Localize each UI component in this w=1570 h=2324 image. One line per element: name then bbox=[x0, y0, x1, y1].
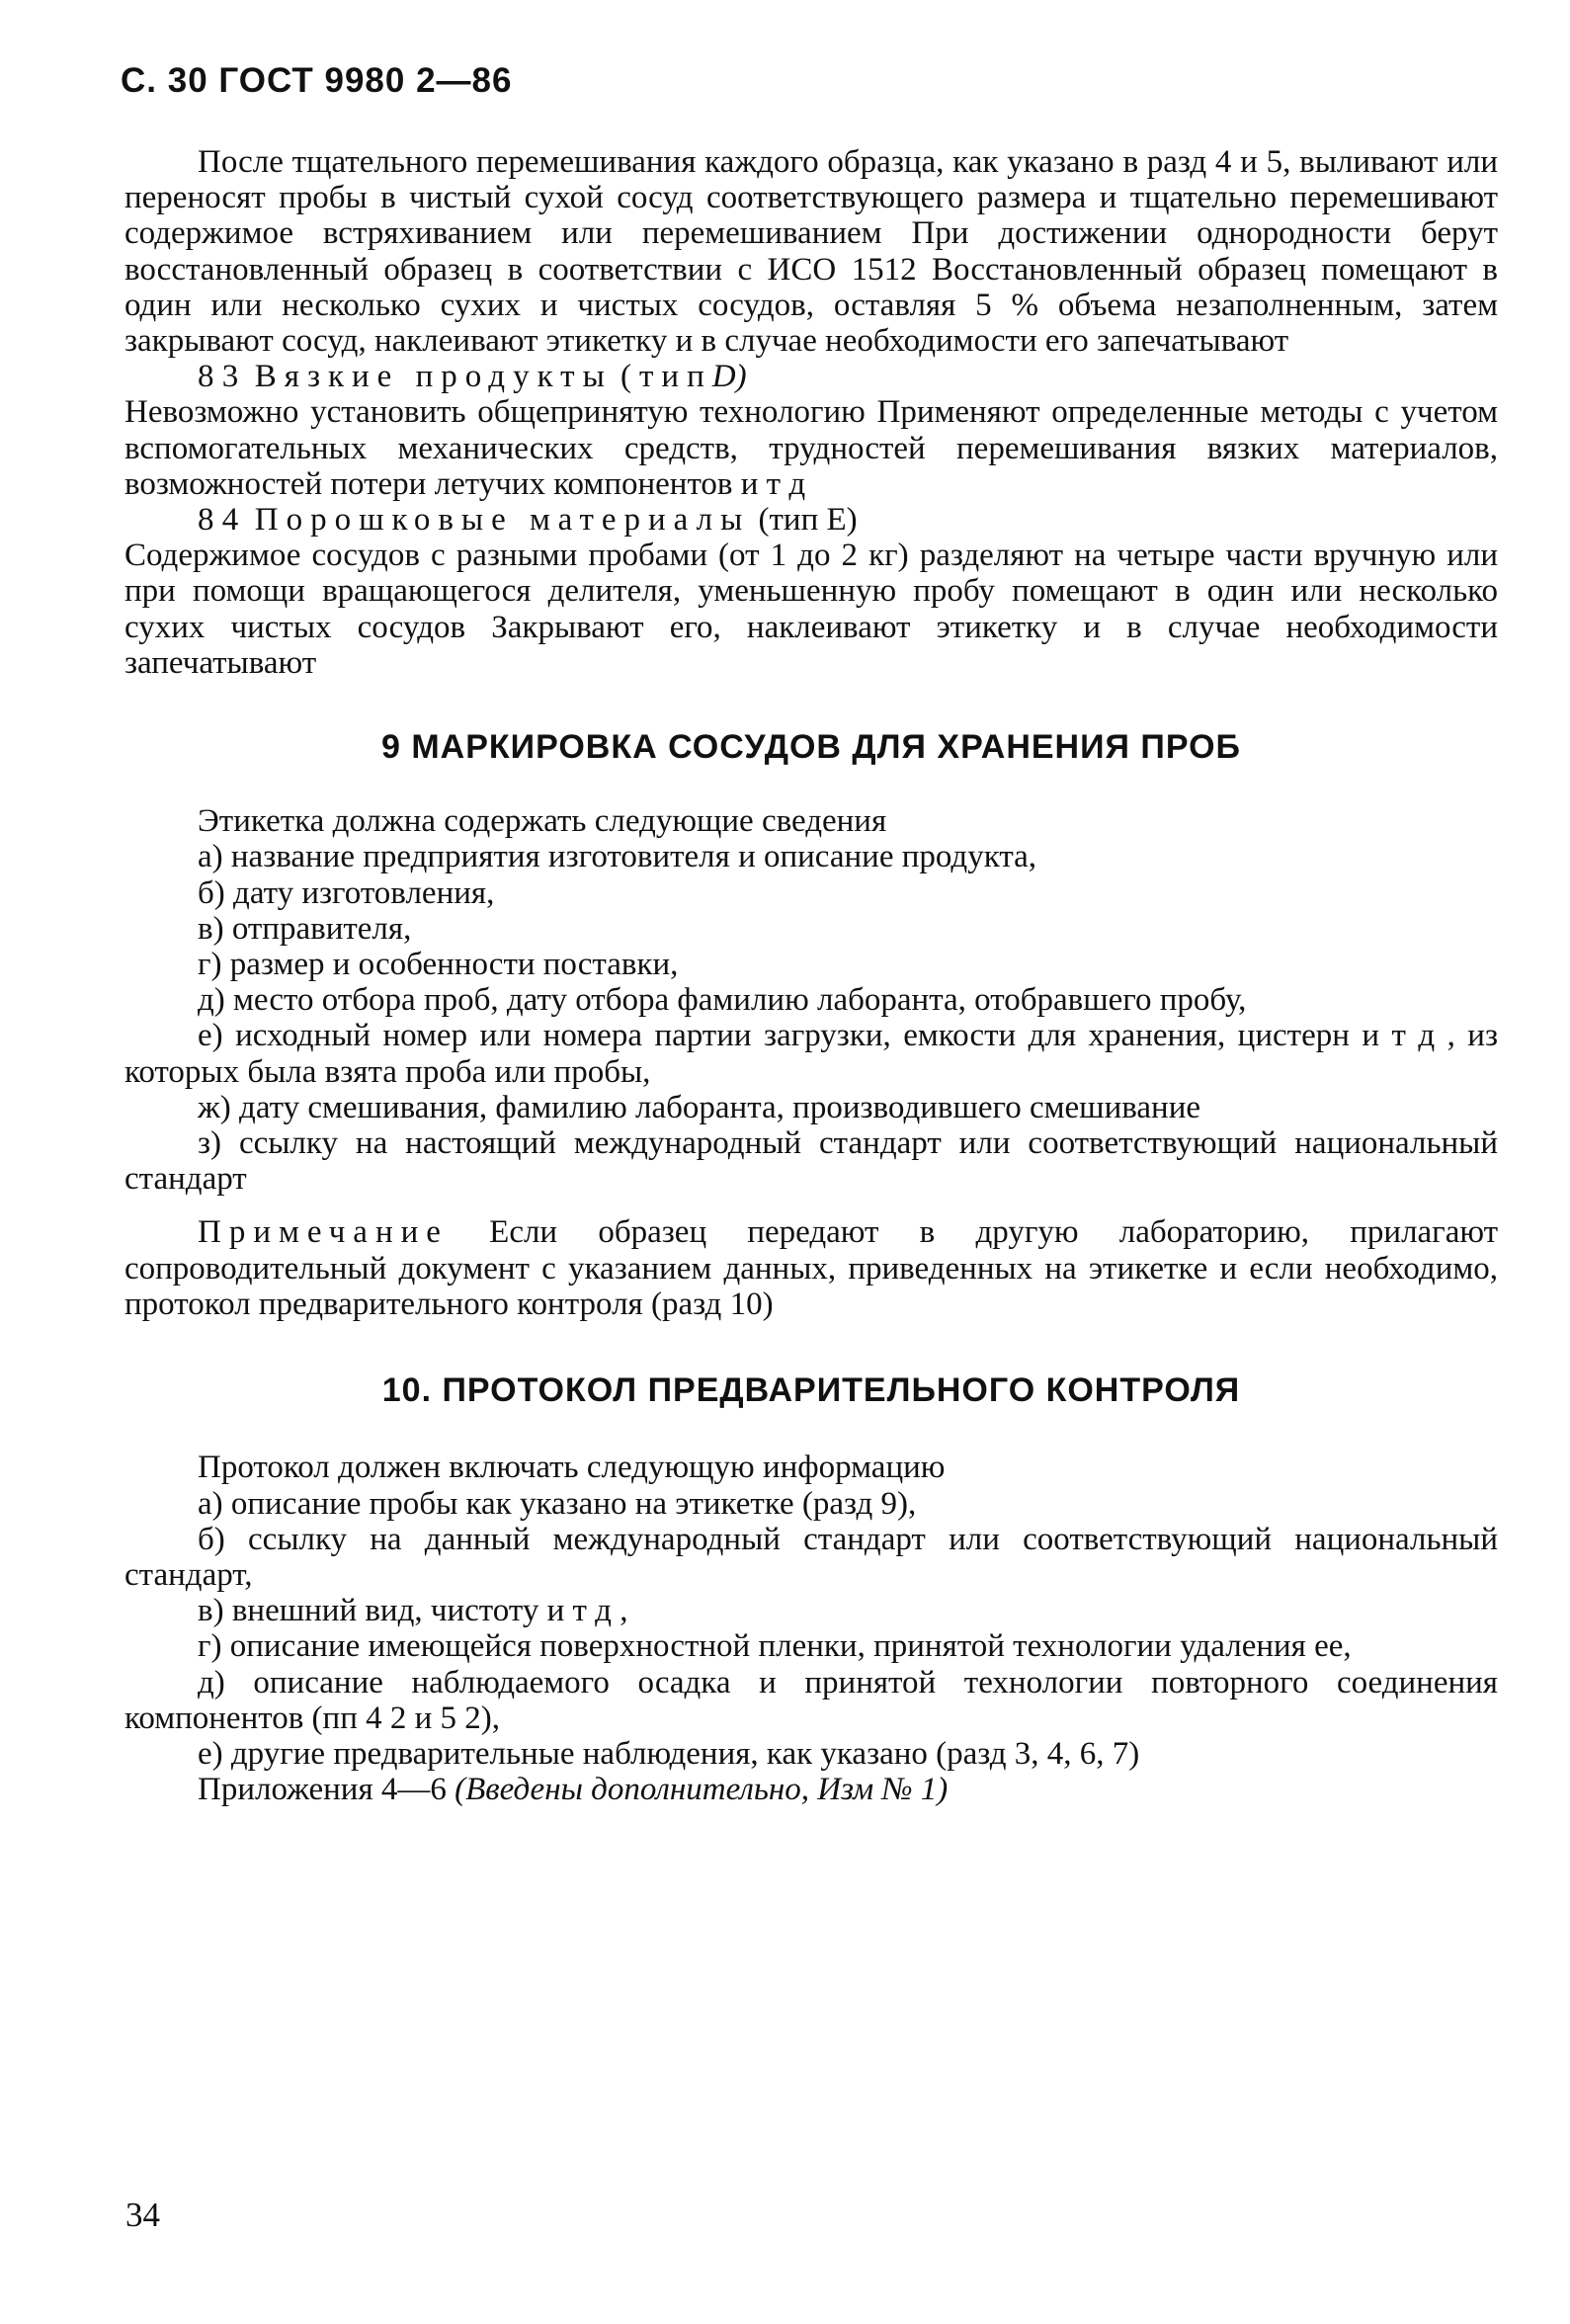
item-8-3-type-letter: D) bbox=[711, 359, 747, 395]
item-8-3-type-word: (тип bbox=[620, 359, 712, 395]
list-item: в) внешний вид, чистоту и т д , bbox=[198, 1593, 628, 1629]
list-item: г) описание имеющейся поверхностной пленки, принятой технологии удаления ее, bbox=[198, 1628, 1352, 1665]
note-label: Примечание bbox=[198, 1214, 449, 1251]
paragraph-viscous: Невозможно установить общепринятую технологию Применяют определенные методы с учетом вспомогательных механических средств, трудностей перемешивания вязких материалов, возможностей потери летучих компонентов и т д bbox=[124, 394, 1498, 502]
list-item: г) размер и особенности поставки, bbox=[198, 947, 679, 983]
appendix-amendment: (Введены дополнительно, Изм № 1) bbox=[454, 1772, 949, 1808]
item-8-3-title: Вязкие продукты bbox=[254, 359, 613, 395]
document-body bbox=[124, 144, 1498, 1807]
list-item: б) ссылку на данный международный стандарт или соответствующий национальный стандарт, bbox=[124, 1521, 1498, 1593]
list-item: е) другие предварительные наблюдения, как указано (разд 3, 4, 6, 7) bbox=[198, 1735, 1140, 1772]
list-item: в) отправителя, bbox=[198, 910, 412, 947]
section-10-intro: Протокол должен включать следующую информацию bbox=[198, 1450, 946, 1486]
appendix-note bbox=[124, 1772, 1498, 1807]
list-item: д) место отбора проб, дату отбора фамилию лаборанта, отобравшего пробу, bbox=[198, 982, 1247, 1019]
paragraph-mixing: После тщательного перемешивания каждого образца, как указано в разд 4 и 5, выливают или переносят пробы в чистый сухой сосуд соответствующего размера и тщательно перемешивают содержимое встряхиванием или перемешиванием При достижении однородности берут восстановленный образец в соответствии с ИСО 1512 Восстановленный образец помещают в один или несколько сухих и чистых сосудов, оставляя 5 % объема незаполненным, затем закрывают сосуд, наклеивают этикетку и в случае необходимости его запечатывают bbox=[124, 144, 1498, 360]
list-item: а) описание пробы как указано на этикетке (разд 9), bbox=[198, 1485, 917, 1522]
item-8-4-type: (тип Е) bbox=[758, 502, 858, 539]
page-number: 34 bbox=[125, 2196, 160, 2234]
item-8-4-number: 8 4 bbox=[198, 502, 239, 539]
list-item: ж) дату смешивания, фамилию лаборанта, производившего смешивание bbox=[198, 1089, 1201, 1125]
section-9-intro: Этикетка должна содержать следующие сведения bbox=[198, 803, 887, 840]
item-8-3-number: 8 3 bbox=[198, 359, 239, 395]
item-8-4-title: Порошковые материалы bbox=[254, 502, 751, 539]
note-paragraph bbox=[124, 1214, 1498, 1322]
section-9-heading: 9 МАРКИРОВКА СОСУДОВ ДЛЯ ХРАНЕНИЯ ПРОБ bbox=[381, 728, 1241, 767]
item-8-3-heading bbox=[124, 359, 1498, 394]
list-item: а) название предприятия изготовителя и описание продукта, bbox=[198, 839, 1037, 875]
list-item: е) исходный номер или номера партии загрузки, емкости для хранения, цистерн и т д , из которых была взята проба или пробы, bbox=[124, 1018, 1498, 1090]
appendix-label: Приложения 4—6 bbox=[198, 1772, 447, 1808]
spacer bbox=[124, 1197, 1498, 1214]
list-item: б) дату изготовления, bbox=[198, 874, 495, 911]
paragraph-powder: Содержимое сосудов с разными пробами (от 1 до 2 кг) разделяют на четыре части вручную или при помощи вращающегося делителя, уменьшенную пробу помещают в один или несколько сухих чистых сосудов Закрывают его, наклеивают этикетку и в случае необходимости запечатывают bbox=[124, 538, 1498, 681]
list-item: з) ссылку на настоящий международный стандарт или соответствующий национальный стандарт bbox=[124, 1125, 1498, 1198]
list-item: д) описание наблюдаемого осадка и принятой технологии повторного соединения компонентов (пп 4 2 и 5 2), bbox=[124, 1664, 1498, 1736]
item-8-4-heading bbox=[124, 502, 1498, 538]
running-header: С. 30 ГОСТ 9980 2—86 bbox=[121, 61, 513, 100]
note-text: Если образец передают в другую лабораторию, прилагают сопроводительный документ с указанием данных, приведенных на этикетке и если необходимо, протокол предварительного контроля (разд 10) bbox=[124, 1214, 1498, 1322]
section-10-heading: 10. ПРОТОКОЛ ПРЕДВАРИТЕЛЬНОГО КОНТРОЛЯ bbox=[381, 1371, 1241, 1410]
